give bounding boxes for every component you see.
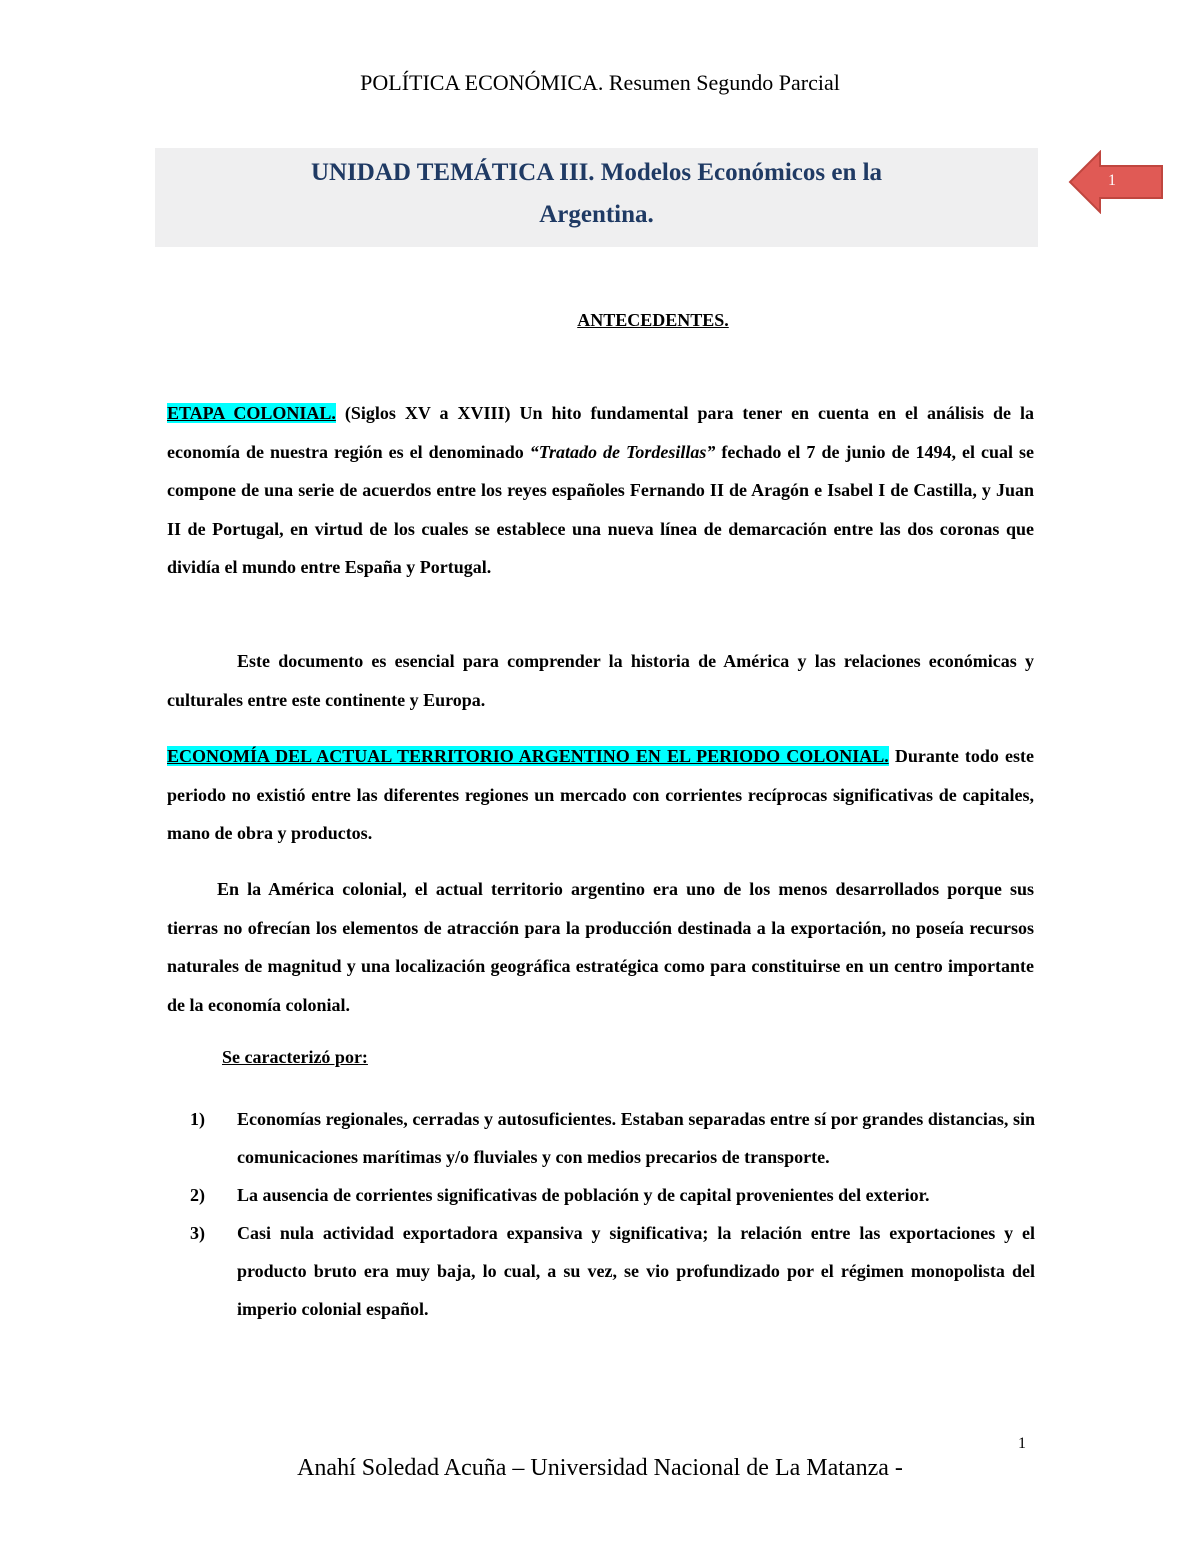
unit-title-line-1: UNIDAD TEMÁTICA III. Modelos Económicos en la	[310, 159, 883, 186]
economia-paragraph	[167, 737, 1034, 853]
economia-text: Durante todo este periodo no existió entre las diferentes regiones un mercado con corrientes recíprocas significativas de capitales, mano de obra y productos.	[167, 746, 1034, 843]
sub-heading: Se caracterizó por:	[222, 1047, 368, 1067]
list-item-number: 2)	[190, 1185, 205, 1205]
documento-paragraph	[167, 642, 1034, 719]
list-item	[190, 1176, 1035, 1214]
etapa-colonial-label: ETAPA COLONIAL.	[167, 403, 336, 423]
characteristics-list	[190, 1100, 1035, 1328]
section-heading: ANTECEDENTES.	[577, 310, 729, 330]
etapa-text-2: fechado el 7 de junio de 1494, el cual se compone de una serie de acuerdos entre los reyes españoles Fernando II de Aragón e Isabel I de Castilla, y Juan II de Portugal, en virtud de los cuales se establece una nueva línea de demarcación entre las dos coronas que dividía el mundo entre España y Portugal.	[167, 441, 1034, 577]
america-paragraph	[167, 870, 1034, 1024]
list-item-text: Economías regionales, cerradas y autosuficientes. Estaban separadas entre sí por grandes distancias, sin comunicaciones marítimas y/o fluviales y con medios precarios de transporte.	[237, 1109, 1035, 1167]
america-text: En la América colonial, el actual territorio argentino era uno de los menos desarrollados porque sus tierras no ofrecían los elementos de atracción para la producción destinada a la exportación, no poseía recursos naturales de magnitud y una localización geográfica estratégica como para constituirse en un centro importante de la economía colonial.	[167, 879, 1034, 1015]
etapa-colonial-paragraph	[167, 394, 1034, 587]
list-item-text: La ausencia de corrientes significativas de población y de capital provenientes del exterior.	[237, 1185, 930, 1205]
list-item	[190, 1214, 1035, 1328]
page-marker-arrow-icon	[1068, 150, 1164, 214]
documento-text: Este documento es esencial para comprender la historia de América y las relaciones económicas y culturales entre este continente y Europa.	[167, 651, 1034, 710]
document-header: POLÍTICA ECONÓMICA. Resumen Segundo Parcial	[360, 70, 840, 95]
economia-label: ECONOMÍA DEL ACTUAL TERRITORIO ARGENTINO EN EL PERIODO COLONIAL.	[167, 746, 889, 766]
page-number: 1	[1018, 1435, 1026, 1452]
etapa-text-1: (Siglos XV a XVIII) Un hito fundamental para tener en cuenta en el análisis de la economía de nuestra región es el denominado	[167, 403, 1034, 462]
unit-title-line-2: Argentina.	[539, 201, 654, 228]
list-item-text: Casi nula actividad exportadora expansiva y significativa; la relación entre las exportaciones y el producto bruto era muy baja, lo cual, a su vez, se vio profundizado por el régimen monopolista del imperio colonial español.	[237, 1223, 1035, 1319]
list-item-number: 3)	[190, 1223, 205, 1243]
list-item	[190, 1100, 1035, 1176]
treaty-name: “Tratado de Tordesillas”	[529, 441, 716, 462]
document-footer: Anahí Soledad Acuña – Universidad Nacional de La Matanza -	[297, 1455, 903, 1481]
unit-title-box	[155, 148, 1038, 247]
list-item-number: 1)	[190, 1109, 205, 1129]
page-marker-number: 1	[1108, 172, 1116, 189]
